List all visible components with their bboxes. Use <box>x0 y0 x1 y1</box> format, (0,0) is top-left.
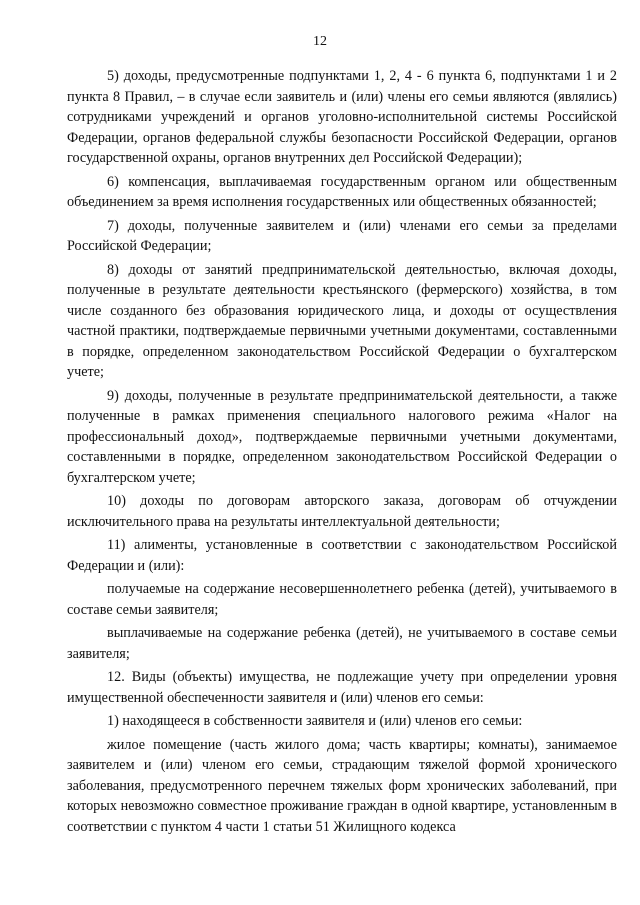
paragraph-alimony-other: выплачиваемые на содержание ребенка (детей), не учитываемого в составе семьи заявителя; <box>67 625 617 662</box>
paragraph-item-7: 7) доходы, полученные заявителем и (или) членами его семьи за пределами Российской Федерации; <box>67 217 617 254</box>
paragraph-housing: жилое помещение (часть жилого дома; часть квартиры; комнаты), занимаемое заявителем и (или) членом его семьи, страдающим тяжелой формой хронического заболевания, предусмотренного перечнем тяжелых форм хронических заболеваний, при которых невозможно совместное проживание граждан в одной квартире, установленным в соответствии с пунктом 4 части 1 статьи 51 Жилищного кодекса <box>67 736 617 835</box>
paragraph-item-6: 6) компенсация, выплачиваемая государственным органом или общественным объединением за время исполнения государственных или общественных обязанностей; <box>67 173 617 210</box>
paragraph-alimony-minor: получаемые на содержание несовершеннолетнего ребенка (детей), учитываемого в составе семьи заявителя; <box>67 581 617 618</box>
paragraph-item-10: 10) доходы по договорам авторского заказа, договорам об отчуждении исключительного права на результаты интеллектуальной деятельности; <box>67 493 617 530</box>
paragraph-item-12-1: 1) находящееся в собственности заявителя и (или) членов его семьи: <box>107 713 523 729</box>
page-number: 12 <box>313 34 327 49</box>
paragraph-section-12: 12. Виды (объекты) имущества, не подлежащие учету при определении уровня имущественной обеспеченности заявителя и (или) членов его семьи: <box>67 669 617 706</box>
paragraph-item-9: 9) доходы, полученные в результате предпринимательской деятельности, а также полученные в рамках применения специального налогового режима «Налог на профессиональный доход», подтверждаемые первичными учетными документами, составленными в порядке, определенном законодательством Российской Федерации о бухгалтерском учете; <box>67 387 617 486</box>
document-body <box>67 66 617 840</box>
paragraph-item-5: 5) доходы, предусмотренные подпунктами 1, 2, 4 - 6 пункта 6, подпунктами 1 и 2 пункта 8 Правил, – в случае если заявитель и (или) члены его семьи являются (являлись) сотрудниками учреждений и органов уголовно-исполнительной системы Российской Федерации, органов федеральной службы безопасности Российской Федерации, органов государственной охраны, органов внутренних дел Российской Федерации); <box>67 68 617 166</box>
paragraph-item-8: 8) доходы от занятий предпринимательской деятельностью, включая доходы, полученные в результате деятельности крестьянского (фермерского) хозяйства, в том числе созданного без образования юридического лица, и доходы от осуществления частной практики, подтверждаемые первичными учетными документами, составленными в порядке, определенном законодательством Российской Федерации о бухгалтерском учете; <box>67 261 617 380</box>
paragraph-item-11: 11) алименты, установленные в соответствии с законодательством Российской Федерации и (или): <box>67 537 617 574</box>
